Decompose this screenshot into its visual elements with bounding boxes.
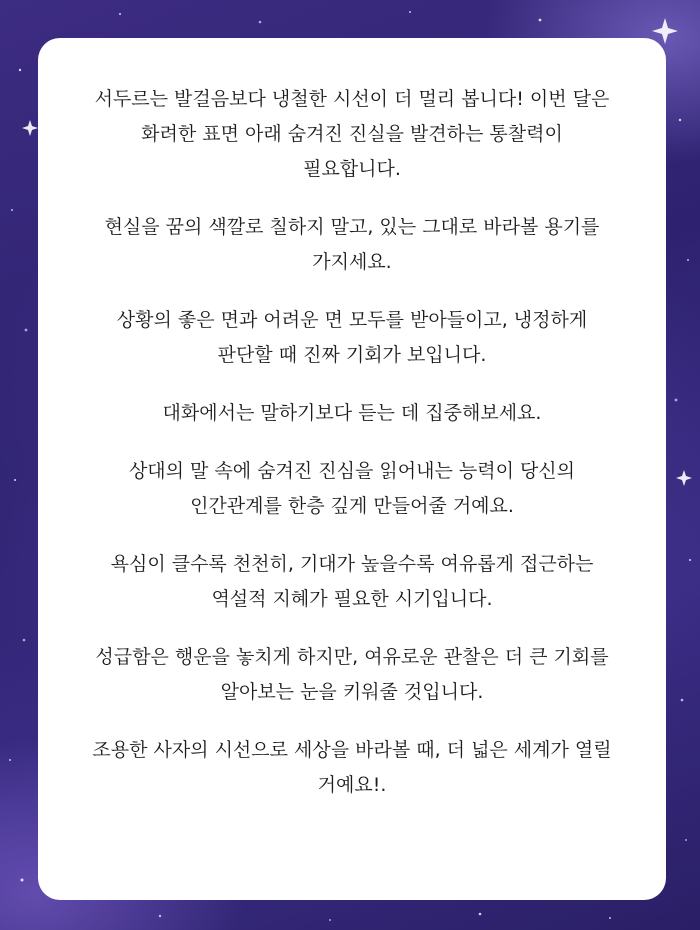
fortune-paragraph-6: [48, 547, 656, 617]
paragraph-line: 판단할 때 진짜 기회가 보입니다.: [217, 344, 487, 366]
paragraph-line: 대화에서는 말하기보다 듣는 데 집중해보세요.: [162, 402, 542, 424]
paragraph-line: 서두르는 발걸음보다 냉철한 시선이 더 멀리 봅니다! 이번 달은: [94, 88, 610, 110]
fortune-paragraph-2: [48, 210, 656, 280]
paragraph-line: 필요합니다.: [303, 158, 401, 180]
fortune-card: [38, 38, 666, 900]
paragraph-line: 역설적 지혜가 필요한 시기입니다.: [211, 588, 493, 610]
paragraph-line: 가지세요.: [312, 251, 392, 273]
fortune-paragraph-1: [48, 82, 656, 187]
fortune-paragraph-3: [48, 303, 656, 373]
paragraph-line: 현실을 꿈의 색깔로 칠하지 말고, 있는 그대로 바라볼 용기를: [104, 216, 600, 238]
fortune-paragraph-4: [48, 396, 656, 431]
fortune-paragraph-8: [48, 733, 656, 803]
paragraph-line: 성급함은 행운을 놓치게 하지만, 여유로운 관찰은 더 큰 기회를: [95, 646, 609, 668]
fortune-paragraph-7: [48, 640, 656, 710]
paragraph-line: 거예요!.: [317, 774, 387, 796]
paragraph-line: 알아보는 눈을 키워줄 것입니다.: [220, 681, 484, 703]
paragraph-line: 인간관계를 한층 깊게 만들어줄 거예요.: [190, 495, 514, 517]
paragraph-line: 상대의 말 속에 숨겨진 진심을 읽어내는 능력이 당신의: [128, 460, 576, 482]
paragraph-line: 화려한 표면 아래 숨겨진 진실을 발견하는 통찰력이: [141, 123, 563, 145]
paragraph-line: 욕심이 클수록 천천히, 기대가 높을수록 여유롭게 접근하는: [110, 553, 594, 575]
paragraph-line: 상황의 좋은 면과 어려운 면 모두를 받아들이고, 냉정하게: [116, 309, 588, 331]
paragraph-line: 조용한 사자의 시선으로 세상을 바라볼 때, 더 넓은 세계가 열릴: [92, 739, 612, 761]
fortune-paragraph-5: [48, 454, 656, 524]
